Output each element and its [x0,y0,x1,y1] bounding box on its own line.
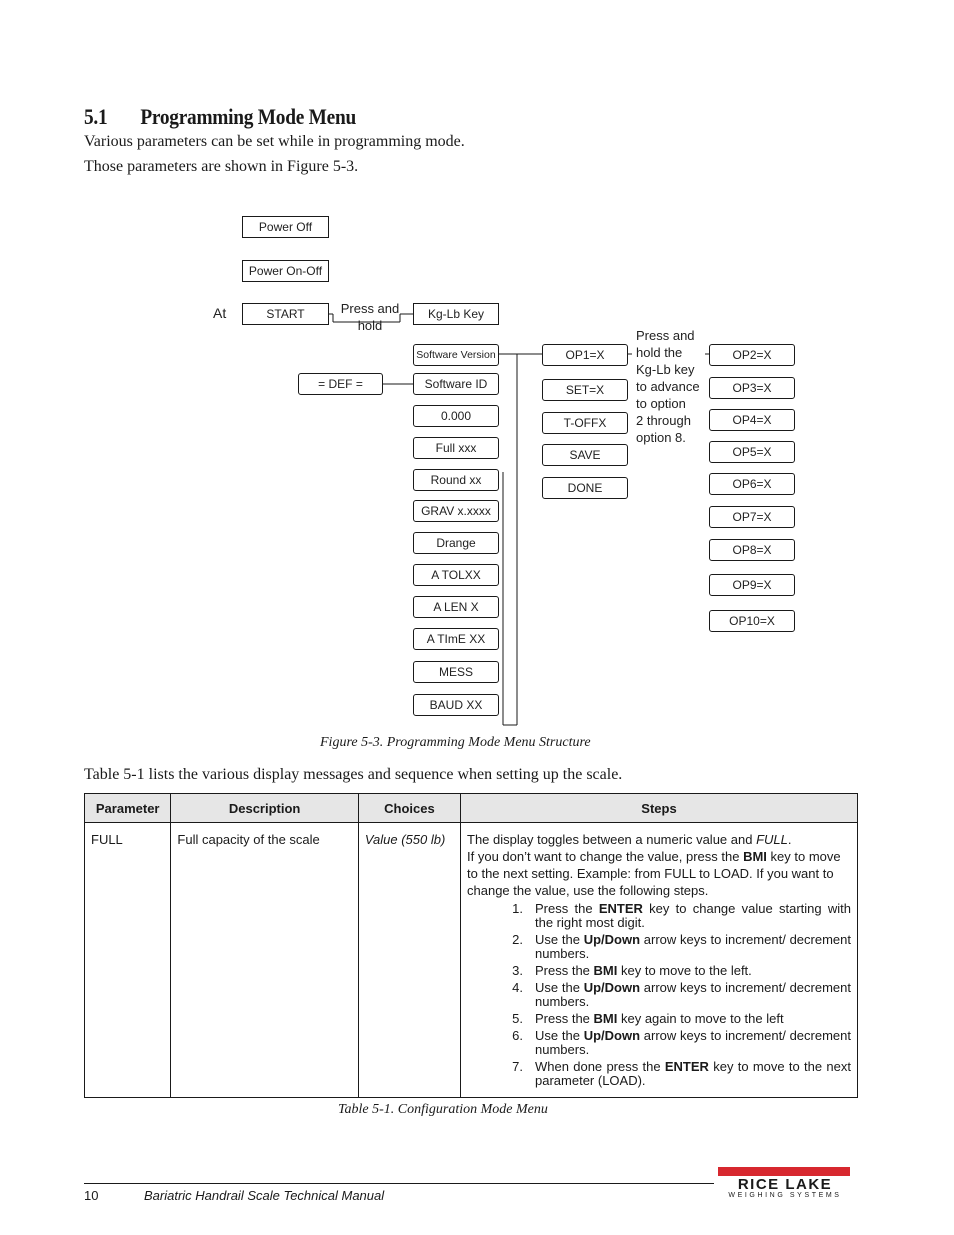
cell-description: Full capacity of the scale [171,823,358,1098]
save-box: SAVE [542,444,628,466]
page-number: 10 [84,1188,99,1203]
mess-box: MESS [413,661,499,683]
power-on-off-box: Power On-Off [242,260,329,282]
list-item: 3. Press the BMI key to move to the left. [512,963,752,978]
done-box: DONE [542,477,628,499]
manual-title: Bariatric Handrail Scale Technical Manual [144,1188,385,1203]
software-id-box: Software ID [413,373,499,395]
press-and-hold-label: Press and hold [340,301,400,333]
figure-caption: Figure 5-3. Programming Mode Menu Structure [320,735,591,750]
list-item: 2. Use the Up/Down arrow keys to increment/ decrement numbers. [512,932,851,961]
set-box: SET=X [542,379,628,401]
header-choices: Choices [358,794,460,823]
full-box: Full xxx [413,437,499,459]
a-time-box: A TImE XX [413,628,499,650]
list-item: 7. When done press the ENTER key to move to the next parameter (LOAD). [512,1059,851,1088]
table-row [85,823,858,1098]
steps-intro-1: The display toggles between a numeric value and FULL. [467,832,792,847]
list-item: 5. Press the BMI key again to move to the left [512,1011,784,1026]
table-header-row [85,794,858,823]
list-item: 4. Use the Up/Down arrow keys to increment/ decrement numbers. [512,980,851,1009]
op9-box: OP9=X [709,574,795,596]
intro-line-2: Those parameters are shown in Figure 5-3. [84,158,359,175]
logo-text: RICE LAKE [737,1176,833,1193]
t-off-box: T-OFFX [542,412,628,434]
configuration-table [84,793,858,1098]
drange-box: Drange [413,532,499,554]
op3-box: OP3=X [709,377,795,399]
list-item: 1. Press the ENTER key to change value starting with the right most digit. [512,901,851,930]
steps-intro-2: If you don’t want to change the value, press the BMI key to move to the next setting. Example: from FULL to LOAD. If you want to change the value, use the following steps. [467,849,841,898]
header-steps: Steps [461,794,858,823]
section-title: Programming Mode Menu [140,104,356,129]
section-number: 5.1 [84,104,108,129]
a-len-box: A LEN X [413,596,499,618]
cell-steps [461,823,858,1098]
cell-parameter: FULL [85,823,171,1098]
logo-bar [718,1167,850,1176]
zero-value-box: 0.000 [413,405,499,427]
op7-box: OP7=X [709,506,795,528]
footer-rule [84,1183,714,1184]
at-label: At [213,305,227,321]
def-box: = DEF = [298,373,383,395]
logo-subtext: WEIGHING SYSTEMS [728,1192,842,1199]
steps-list [467,902,851,1088]
software-version-box: Software Version [413,344,499,366]
header-parameter: Parameter [85,794,171,823]
table-intro: Table 5-1 lists the various display messages and sequence when setting up the scale. [84,766,623,783]
header-description: Description [171,794,358,823]
list-item: 6. Use the Up/Down arrow keys to increment/ decrement numbers. [512,1028,851,1057]
op2-box: OP2=X [709,344,795,366]
a-tol-box: A TOLXX [413,564,499,586]
baud-box: BAUD XX [413,694,499,716]
op10-box: OP10=X [709,610,795,632]
op6-box: OP6=X [709,473,795,495]
op4-box: OP4=X [709,409,795,431]
start-box: START [242,303,329,325]
round-box: Round xx [413,469,499,491]
press-hold-kglb-label: Press and hold the Kg-Lb key to advance to option 2 through option 8. [636,328,700,445]
op8-box: OP8=X [709,539,795,561]
grav-box: GRAV x.xxxx [413,500,499,522]
rice-lake-logo [718,1167,852,1201]
op5-box: OP5=X [709,441,795,463]
intro-line-1: Various parameters can be set while in programming mode. [84,133,465,150]
power-off-box: Power Off [242,216,329,238]
cell-choices: Value (550 lb) [358,823,460,1098]
kg-lb-key-box: Kg-Lb Key [413,303,499,325]
table-caption: Table 5-1. Configuration Mode Menu [338,1102,548,1117]
op1-box: OP1=X [542,344,628,366]
